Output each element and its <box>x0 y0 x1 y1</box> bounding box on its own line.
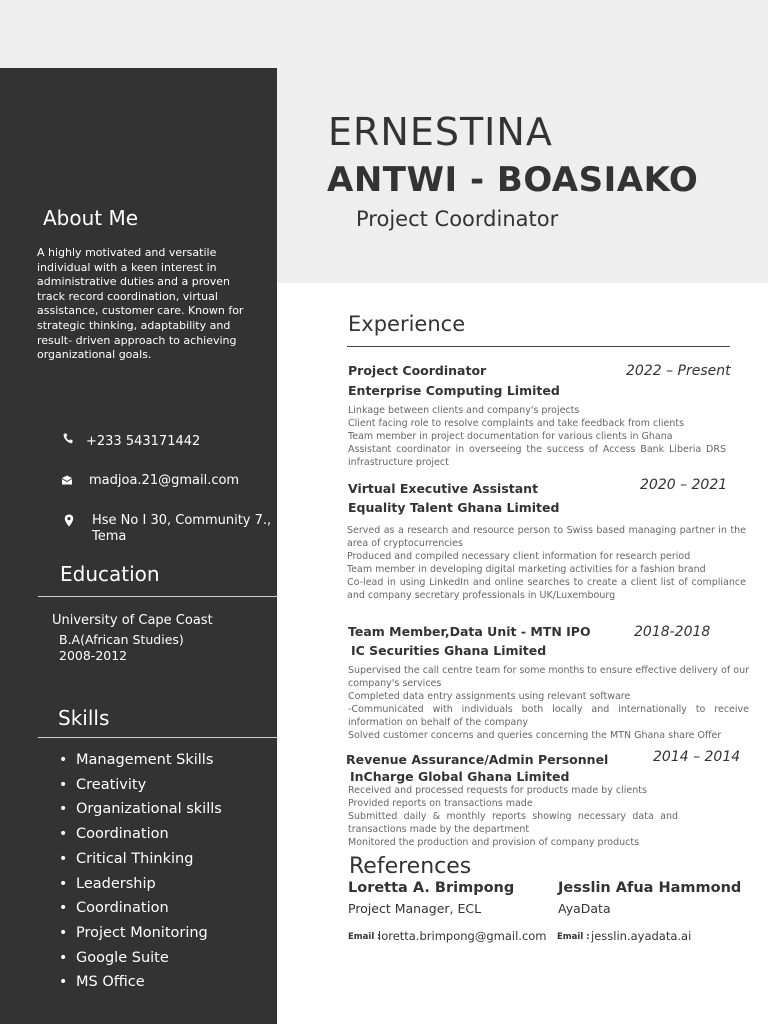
job-detail-line: Co-lead in using LinkedIn and online searches to create a client list of compliance and company secretary professionals in UK/Luxembourg <box>347 577 746 601</box>
job-title: Project Coordinator <box>356 207 559 231</box>
job-details <box>348 404 726 469</box>
job-detail-line: Completed data entry assignments using relevant software <box>348 691 631 702</box>
reference-email-label: Email : <box>348 932 381 942</box>
reference-title: AyaData <box>558 901 611 916</box>
skill-item: • Management Skills <box>58 748 222 773</box>
skills-divider <box>38 737 277 738</box>
job-detail-line: Supervised the call centre team for some months to ensure effective delivery of our company's services <box>348 665 749 689</box>
skills-heading: Skills <box>58 706 110 730</box>
job-detail-line: Provided reports on transactions made <box>348 798 533 809</box>
job-detail-line: Monitored the production and provision of company products <box>348 837 640 848</box>
reference-name: Loretta A. Brimpong <box>348 880 515 896</box>
about-text: A highly motivated and versatile individual with a keen interest in administrative duties and a proven track record coordination, virtual assistance, customer care. Known for strategic thinking, adaptability and result- driven approach to achieving organizational goals. <box>37 246 244 362</box>
job-detail-line: Submitted daily & monthly reports showing necessary data and transactions made by the department <box>348 811 678 835</box>
experience-heading: Experience <box>348 312 466 336</box>
job-company: IC Securities Ghana Limited <box>351 643 547 658</box>
job-role: Team Member,Data Unit - MTN IPO <box>348 624 591 639</box>
phone-icon <box>61 433 75 447</box>
job-company: InCharge Global Ghana Limited <box>350 769 570 784</box>
job-detail-line: Team member in project documentation for various clients in Ghana <box>348 431 673 442</box>
references-heading: References <box>349 854 472 879</box>
skill-item: • MS Office <box>58 970 222 995</box>
job-details <box>348 784 678 849</box>
job-detail-line: Produced and compiled necessary client information for research period <box>347 551 691 562</box>
about-heading: About Me <box>43 206 139 230</box>
job-details <box>348 664 749 742</box>
reference-email-label: Email : <box>557 932 590 942</box>
job-detail-line: Linkage between clients and company's projects <box>348 405 580 416</box>
job-role: Virtual Executive Assistant <box>348 481 539 496</box>
skill-item: • Creativity <box>58 773 222 798</box>
envelope-icon <box>60 475 74 488</box>
job-role: Revenue Assurance/Admin Personnel <box>346 752 609 767</box>
job-company: Equality Talent Ghana Limited <box>348 500 560 515</box>
job-detail-line: -Communicated with individuals both locally and internationally to receive information on behalf of the company <box>348 704 749 728</box>
email-address[interactable]: madjoa.21@gmail.com <box>89 473 240 488</box>
education-years: 2008-2012 <box>59 648 128 663</box>
job-detail-line: Served as a research and resource person to Swiss based managing partner in the area of cryptocurrencies <box>347 525 746 549</box>
job-date: 2020 – 2021 <box>640 477 728 493</box>
job-detail-line: Team member in developing digital marketing activities for a fashion brand <box>347 564 706 575</box>
job-role: Project Coordinator <box>348 363 487 378</box>
job-date: 2018-2018 <box>634 624 711 640</box>
first-name: ERNESTINA <box>328 110 553 154</box>
reference-name: Jesslin Afua Hammond <box>558 880 742 896</box>
skill-item: • Leadership <box>58 872 222 897</box>
reference-email[interactable]: jesslin.ayadata.ai <box>591 929 692 943</box>
skill-item: • Google Suite <box>58 946 222 971</box>
job-detail-line: Solved customer concerns and queries concerning the MTN Ghana share Offer <box>348 730 722 741</box>
job-detail-line: Assistant coordinator in overseeing the success of Access Bank Liberia DRS infrastructure project <box>348 444 726 468</box>
experience-divider <box>347 346 730 347</box>
reference-email[interactable]: loretta.brimpong@gmail.com <box>378 929 547 943</box>
education-heading: Education <box>60 562 160 586</box>
location-pin-icon <box>62 514 76 530</box>
phone-number[interactable]: +233 543171442 <box>86 434 201 449</box>
job-details <box>347 524 746 602</box>
skill-item: • Project Monitoring <box>58 921 222 946</box>
education-divider <box>38 596 277 597</box>
job-company: Enterprise Computing Limited <box>348 383 560 398</box>
education-school: University of Cape Coast <box>52 613 213 628</box>
skills-list <box>58 748 222 995</box>
job-detail-line: Received and processed requests for products made by clients <box>348 785 647 796</box>
job-detail-line: Client facing role to resolve complaints and take feedback from clients <box>348 418 685 429</box>
skill-item: • Coordination <box>58 822 222 847</box>
education-degree: B.A(African Studies) <box>59 632 184 647</box>
job-date: 2022 – Present <box>626 363 731 379</box>
last-name: ANTWI - BOASIAKO <box>327 160 699 200</box>
address: Hse No I 30, Community 7., Tema <box>92 513 272 544</box>
skill-item: • Coordination <box>58 896 222 921</box>
skill-item: • Critical Thinking <box>58 847 222 872</box>
job-date: 2014 – 2014 <box>653 749 741 765</box>
reference-title: Project Manager, ECL <box>348 901 482 916</box>
skill-item: • Organizational skills <box>58 797 222 822</box>
